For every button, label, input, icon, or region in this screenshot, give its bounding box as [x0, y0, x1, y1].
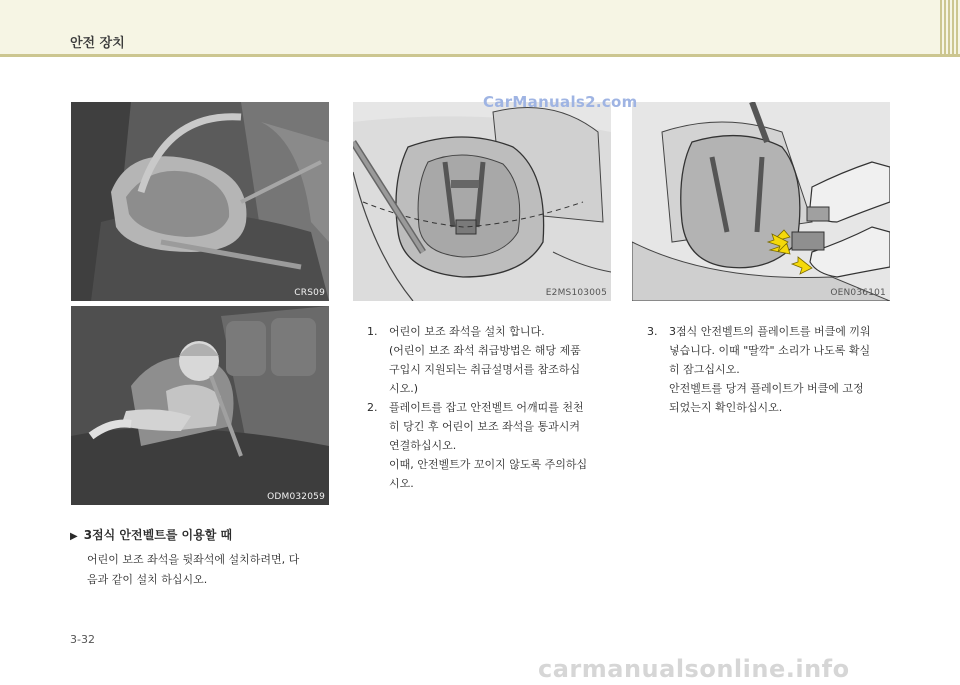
step-line: 구입시 지원되는 취급설명서를 참조하십 — [389, 363, 581, 376]
page-header — [0, 0, 960, 57]
intro-paragraph — [87, 550, 337, 590]
step-item — [647, 322, 897, 417]
figure-belt-routing — [353, 102, 611, 301]
step-number: 3. — [647, 325, 658, 338]
header-stripes — [940, 0, 960, 54]
step-line: 히 잠그십시오. — [669, 363, 740, 376]
step-line: 되었는지 확인하십시오. — [669, 401, 783, 414]
step-line: 안전벨트를 당겨 플레이트가 버클에 고정 — [669, 382, 864, 395]
watermark-carmanuals2: CarManuals2.com — [483, 93, 638, 111]
step-line: 플레이트를 잡고 안전벨트 어깨띠를 천천 — [389, 401, 584, 414]
step-item — [367, 398, 617, 493]
figure-code-label: E2MS103005 — [545, 288, 607, 298]
figure-code-label: ODM032059 — [267, 492, 325, 502]
step-line: 시오.) — [389, 382, 419, 395]
step-line: 이때, 안전벨트가 꼬이지 않도록 주의하십 — [389, 458, 588, 471]
step-number: 2. — [367, 401, 378, 414]
step-line: 넣습니다. 이때 "딸깍" 소리가 나도록 확실 — [669, 344, 871, 357]
step-item — [367, 322, 617, 398]
paragraph-line: 어린이 보조 좌석을 뒷좌석에 설치하려면, 다 — [87, 553, 300, 566]
watermark-carmanualsonline: carmanualsonline.info — [538, 655, 850, 683]
figure-buckle-insert — [632, 102, 890, 301]
section-title: 안전 장치 — [70, 36, 125, 51]
step-line: 히 당긴 후 어린이 보조 좌석을 통과시켜 — [389, 420, 580, 433]
subsection-heading — [70, 526, 232, 543]
step-number: 1. — [367, 325, 378, 338]
triangle-marker-icon: ▶ — [70, 531, 78, 542]
figure-infant-carrier — [71, 102, 329, 301]
page-number: 3-32 — [70, 633, 95, 646]
step-line: 연결하십시오. — [389, 439, 457, 452]
figure-code-label: OEN036101 — [830, 288, 886, 298]
header-rule — [0, 54, 960, 57]
subsection-heading-text: 3점식 안전벨트를 이용할 때 — [83, 528, 233, 542]
figure-child-seat-rear — [71, 306, 329, 505]
steps-list-middle — [367, 322, 617, 493]
steps-list-right — [647, 322, 897, 417]
figure-code-label: CRS09 — [294, 288, 325, 298]
step-line: (어린이 보조 좌석 취급방법은 해당 제품 — [389, 344, 581, 357]
paragraph-line: 음과 같이 설치 하십시오. — [87, 573, 208, 586]
step-line: 어린이 보조 좌석을 설치 합니다. — [389, 325, 545, 338]
step-line: 3점식 안전벨트의 플레이트를 버클에 끼워 — [669, 325, 871, 338]
step-line: 시오. — [389, 477, 414, 490]
